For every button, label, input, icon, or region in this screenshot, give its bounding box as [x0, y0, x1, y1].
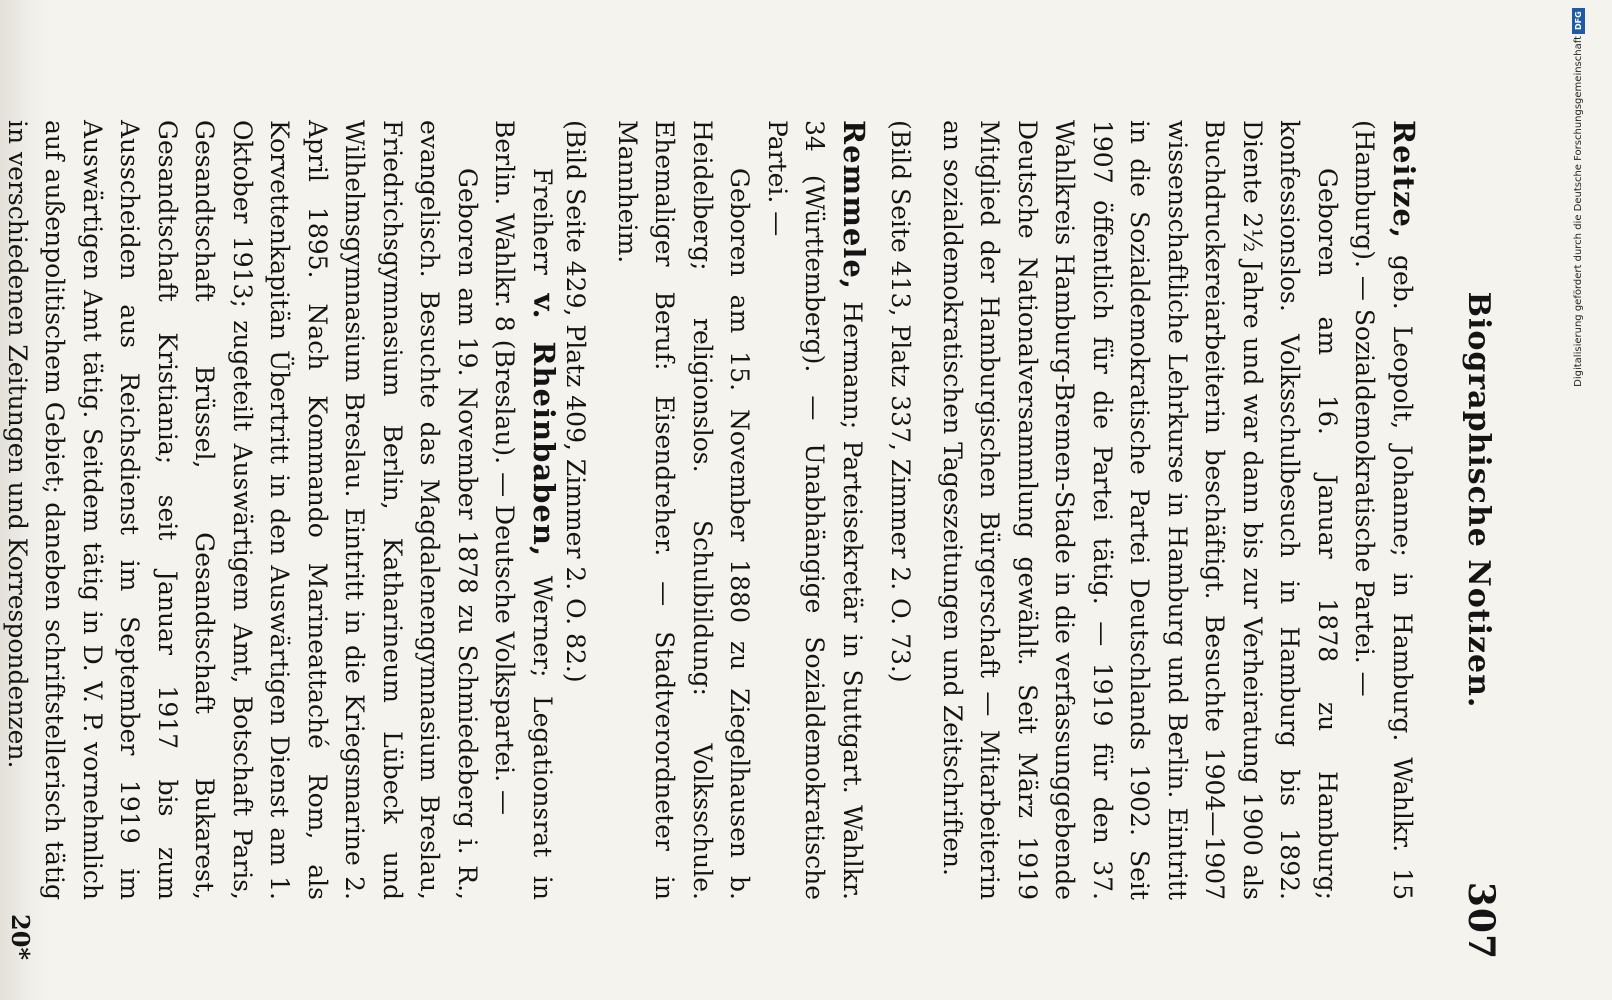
page-number: 307 [1460, 881, 1502, 960]
entry-intro: Hermann; Parteisekretär in Stuttgart. Wahlkr. 34 (Württemberg). — Unabhängige Sozialdemokratische Partei. — [763, 120, 867, 900]
dfg-logo: DFG [1572, 8, 1585, 34]
entry-body: Geboren am 15. November 1880 zu Ziegelhausen b. Heidelberg; religionslos. Schulbildung: Volksschule. Ehemaliger Beruf: Eisendreher. — Stadtverordneter in Mannheim. [613, 120, 755, 900]
entry-heading [1346, 120, 1422, 900]
entry-body: Geboren am 16. Januar 1878 zu Hamburg; konfessionslos. Volksschulbesuch in Hamburg bis 1892. Diente 2½ Jahre und war dann bis zur Verheiratung 1900 als Buchdruckereiarbeiterin beschäftigt. Besuchte 1904—1907 wissenschaftliche Lehrkurse in Hamburg und Berlin. Eintritt in die Sozialdemokratische Partei Deutschlands 1902. Seit 1907 öffentlich für die Partei tätig. — 1919 für den 37. Wahlkreis Hamburg-Bremen-Stade in die verfassunggebende Deutsche Nationalversammlung gewählt. Seit März 1919 Mitglied der Hamburgischen Bürgerschaft — Mitarbeiterin an sozialdemokratischen Tageszeitungen und Zeitschriften. [938, 120, 1342, 900]
entry-name: v. Rheinbaben, [527, 293, 561, 558]
digitization-notice [1568, 0, 1612, 1000]
entry-name: Remmele, [837, 120, 871, 290]
entry-body: Geboren am 19. November 1878 zu Schmiedeberg i. R., evangelisch. Besuchte das Magdalenengymnasium Breslau, Friedrichsgymnasium Berlin, Katharineum Lübeck und Wilhelmsgymnasium Breslau. Eintritt in die Kriegsmarine 2. April 1895. Nach Kommando Marineattaché Rom, als Korvettenkapitän Übertritt in den Auswärtigen Dienst am 1. Oktober 1913; zugeteilt Auswärtigem Amt, Botschaft Paris, Gesandtschaft Brüssel, Gesandtschaft Bukarest, Gesandtschaft Kristiania; seit Januar 1917 bis zum Ausscheiden aus Reichsdienst im September 1919 im Auswärtigen Amt tätig. Seitdem tätig in D. V. P. vornehmlich auf außenpolitischem Gebiet; daneben schriftstellerisch tätig in verschiedenen Zeitungen und Korrespondenzen. [3, 120, 482, 900]
entry-caption: (Bild Seite 413, Platz 337, Zimmer 2. O. 73.) [886, 120, 916, 683]
entry-reitze [882, 120, 1422, 900]
notice-text: Digitalisierung gefördert durch die Deutsche Forschungsgemeinschaft [1573, 36, 1584, 387]
entry-name: Reitze, [1387, 120, 1421, 239]
entry-remmele [557, 120, 872, 900]
entry-heading [759, 120, 873, 900]
page-header: Biographische Notizen. [1461, 291, 1496, 709]
entry-intro: Werner; Legationsrat in Berlin. Wahlkr. 8 (Breslau). — Deutsche Volkspartei. — [490, 120, 557, 900]
entry-intro: geb. Leopolt, Johanne; in Hamburg. Wahlkr. 15 (Hamburg). — Sozialdemokratische Partei. — [1350, 120, 1417, 900]
entry-caption: (Bild Seite 429, Platz 409, Zimmer 2. O. 82.) [561, 120, 591, 683]
signature-mark: 20* [6, 914, 35, 960]
entry-rheinbaben [0, 120, 562, 900]
entry-prefix: Freiherr [528, 168, 557, 294]
entry-heading [486, 120, 562, 900]
